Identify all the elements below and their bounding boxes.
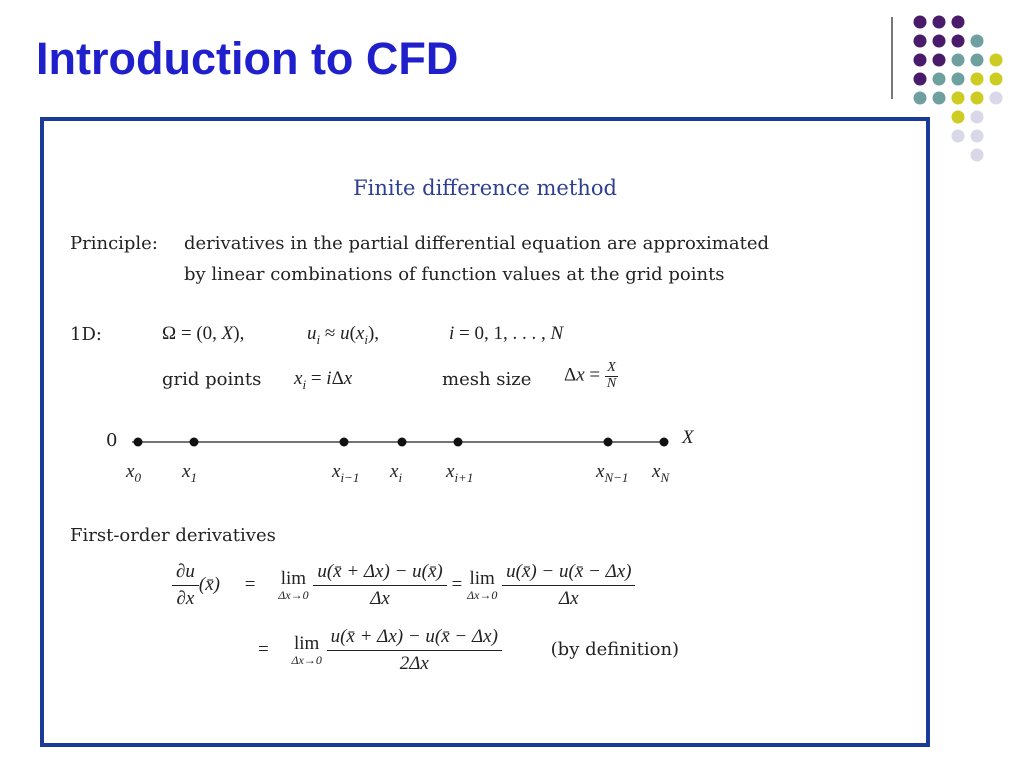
limit-subscript: Δx→0	[291, 653, 322, 668]
domain-expression: Ω = (0, X),	[162, 323, 245, 344]
limit-operator: lim	[293, 633, 320, 655]
equals-sign: =	[451, 573, 463, 595]
decorative-dot	[914, 92, 927, 105]
grid-point-label: $x_{i+1}$	[446, 461, 474, 485]
limit-subscript: Δx→0	[278, 588, 309, 603]
grid-point	[604, 438, 613, 447]
by-definition-note: (by definition)	[550, 638, 680, 660]
backward-difference-numerator: u(x̄) − u(x̄ − Δx)	[502, 561, 635, 586]
derivative-argument: (x̄)	[198, 573, 220, 595]
section-heading: Finite difference method	[353, 176, 617, 200]
decorative-dot	[933, 16, 946, 29]
grid-axis	[124, 430, 684, 454]
title-divider	[891, 17, 893, 99]
limit-operator: lim	[469, 568, 495, 590]
grid-point-label: $x_N$	[652, 461, 670, 485]
decorative-dot	[933, 54, 946, 67]
principle-label: Principle:	[70, 233, 158, 254]
grid-point-label: $x_{i-1}$	[332, 461, 360, 485]
decorative-dot	[952, 16, 965, 29]
partial-denominator: ∂x	[176, 588, 195, 609]
forward-difference-numerator: u(x̄ + Δx) − u(x̄)	[313, 561, 446, 586]
decorative-dot	[933, 92, 946, 105]
equals-sign: =	[244, 573, 256, 595]
mesh-frac-numerator: X	[605, 361, 618, 377]
axis-start-label: 0	[106, 430, 118, 451]
grid-point-label: $x_i$	[390, 461, 403, 485]
axis-end-label: X	[682, 427, 694, 448]
first-order-label: First-order derivatives	[70, 525, 276, 546]
decorative-dot	[914, 54, 927, 67]
central-difference-denominator: 2Δx	[399, 653, 429, 674]
grid-point	[134, 438, 143, 447]
decorative-dot	[933, 35, 946, 48]
index-range-expression: i = 0, 1, . . . , N	[449, 323, 564, 344]
derivative-line-1	[172, 561, 635, 610]
decorative-dot	[914, 35, 927, 48]
central-difference-numerator: u(x̄ + Δx) − u(x̄ − Δx)	[327, 626, 502, 651]
partial-numerator: ∂u	[172, 561, 199, 586]
derivative-line-2	[258, 626, 679, 675]
decorative-dot	[971, 54, 984, 67]
decorative-dot	[914, 16, 927, 29]
decorative-dot	[952, 111, 965, 124]
limit-subscript: Δx→0	[466, 588, 498, 603]
grid-points-label: grid points	[162, 369, 262, 390]
decorative-dot	[990, 54, 1003, 67]
decorative-dot	[952, 35, 965, 48]
dimension-label: 1D:	[70, 324, 102, 345]
decorative-dot	[971, 35, 984, 48]
limit-operator: lim	[280, 568, 307, 590]
slide-title: Introduction to CFD	[36, 33, 459, 84]
grid-points-expression: $x_i = i\Delta x$	[294, 368, 353, 392]
mesh-frac-denominator: N	[606, 375, 617, 391]
grid-point	[398, 438, 407, 447]
grid-point	[190, 438, 199, 447]
decorative-dot	[990, 73, 1003, 86]
decorative-dot	[971, 130, 984, 143]
decorative-dot	[971, 111, 984, 124]
grid-point	[660, 438, 669, 447]
decorative-dot	[952, 73, 965, 86]
backward-difference-denominator: Δx	[558, 588, 579, 609]
slide-content-box	[40, 117, 930, 747]
decorative-dot	[971, 73, 984, 86]
decorative-dot	[990, 92, 1003, 105]
grid-point-label: $x_1$	[182, 461, 197, 485]
forward-difference-denominator: Δx	[370, 588, 390, 609]
decorative-dot	[952, 130, 965, 143]
grid-point	[340, 438, 349, 447]
grid-point-label: $x_0$	[126, 461, 141, 485]
decorative-dot	[914, 73, 927, 86]
approximation-expression: $u_i \approx u(x_i)$,	[307, 323, 380, 347]
mesh-size-label: mesh size	[442, 369, 532, 390]
decorative-dot	[952, 92, 965, 105]
mesh-size-expression: Δx = $\frac{X}{N}$	[564, 360, 617, 391]
equals-sign: =	[258, 638, 269, 660]
decorative-dot	[952, 54, 965, 67]
principle-line-2: by linear combinations of function values at the grid points	[184, 264, 725, 285]
principle-line-1: derivatives in the partial differential equation are approximated	[184, 233, 769, 254]
decorative-dot	[933, 73, 946, 86]
grid-point-label: $x_{N-1}$	[596, 461, 629, 485]
decorative-dot	[971, 149, 984, 162]
decorative-dot	[971, 92, 984, 105]
grid-point	[454, 438, 463, 447]
